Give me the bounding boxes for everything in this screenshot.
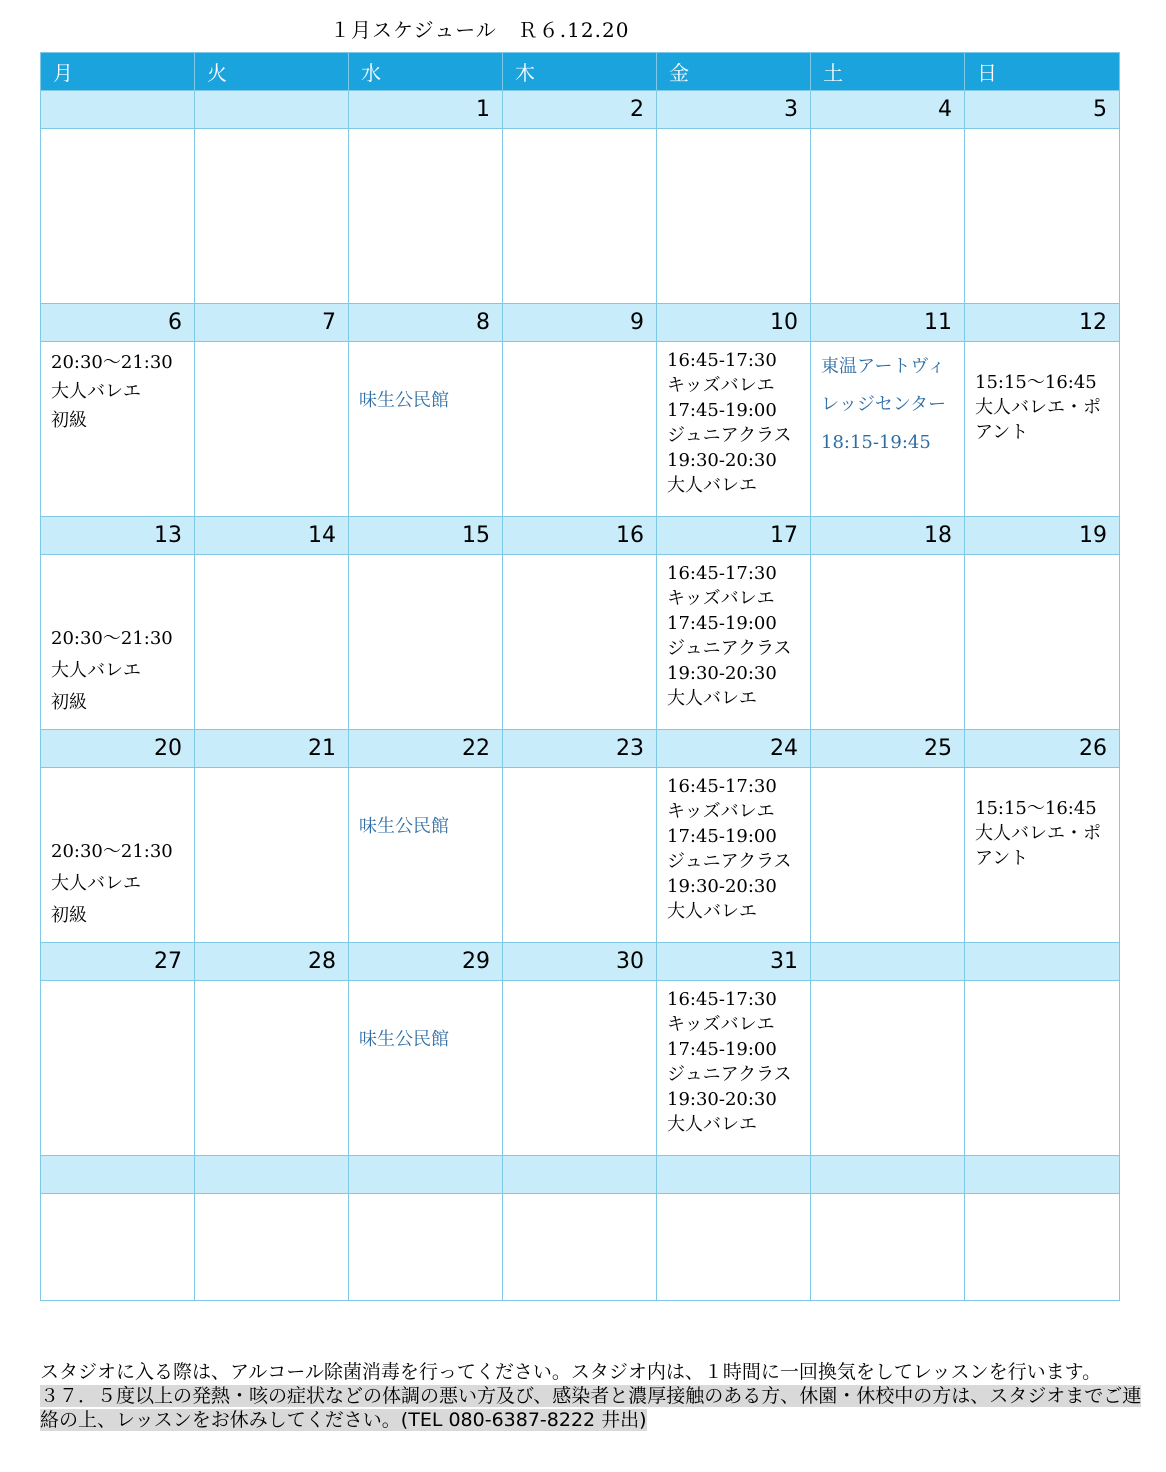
date-cell	[657, 1156, 811, 1194]
event-line: キッズバレエ	[667, 588, 775, 609]
event-line: アント	[975, 848, 1029, 869]
day-cell	[811, 1194, 965, 1301]
date-cell: 23	[503, 730, 657, 768]
day-cell	[657, 768, 811, 943]
day-cell	[195, 981, 349, 1156]
date-cell: 7	[195, 304, 349, 342]
date-cell: 20	[41, 730, 195, 768]
date-row	[41, 1156, 1120, 1194]
date-cell	[811, 1156, 965, 1194]
day-cell	[657, 342, 811, 517]
day-cell	[195, 342, 349, 517]
date-row	[41, 943, 1120, 981]
date-cell: 10	[657, 304, 811, 342]
day-cell	[503, 981, 657, 1156]
event-block	[667, 774, 792, 924]
event-line: 味生公民館	[359, 1029, 449, 1050]
event-block	[359, 808, 449, 846]
event-line: 20:30〜21:30	[51, 352, 173, 373]
day-cell	[503, 342, 657, 517]
calendar-table	[40, 52, 1120, 1301]
date-cell	[965, 1156, 1120, 1194]
date-cell	[41, 91, 195, 129]
date-cell: 21	[195, 730, 349, 768]
day-cell	[41, 1194, 195, 1301]
weekday-wed: 水	[349, 53, 503, 91]
date-cell: 14	[195, 517, 349, 555]
date-cell	[195, 91, 349, 129]
event-line: 15:15〜16:45	[975, 372, 1097, 393]
date-cell: 18	[811, 517, 965, 555]
event-line: ジュニアクラス	[667, 1064, 792, 1085]
event-line: 19:30-20:30	[667, 876, 777, 897]
day-cell	[965, 555, 1120, 730]
event-line: 19:30-20:30	[667, 663, 777, 684]
page-title: １月スケジュール Ｒ６.12.20	[330, 18, 630, 42]
date-cell: 12	[965, 304, 1120, 342]
event-block	[667, 348, 792, 498]
day-cell	[349, 555, 503, 730]
event-line: 17:45-19:00	[667, 826, 777, 847]
day-cell	[349, 1194, 503, 1301]
date-cell: 25	[811, 730, 965, 768]
date-cell: 9	[503, 304, 657, 342]
date-cell	[195, 1156, 349, 1194]
date-cell: 19	[965, 517, 1120, 555]
weekday-thu: 木	[503, 53, 657, 91]
date-cell: 15	[349, 517, 503, 555]
event-row	[41, 768, 1120, 943]
event-line: 大人バレエ	[667, 1114, 757, 1135]
date-row	[41, 91, 1120, 129]
event-line: 16:45-17:30	[667, 350, 777, 371]
event-line: キッズバレエ	[667, 1014, 775, 1035]
event-line: 大人バレエ	[51, 873, 141, 894]
weekday-tue: 火	[195, 53, 349, 91]
date-cell	[811, 943, 965, 981]
date-row	[41, 517, 1120, 555]
weekday-header-row	[41, 53, 1120, 91]
event-line: 初級	[51, 905, 87, 926]
event-line: 20:30〜21:30	[51, 841, 173, 862]
event-line: 大人バレエ	[667, 901, 757, 922]
day-cell	[41, 981, 195, 1156]
event-block	[51, 623, 173, 719]
day-cell	[965, 981, 1120, 1156]
date-cell: 2	[503, 91, 657, 129]
day-cell	[811, 768, 965, 943]
date-cell: 24	[657, 730, 811, 768]
event-line: 17:45-19:00	[667, 613, 777, 634]
event-line: 16:45-17:30	[667, 776, 777, 797]
date-cell: 31	[657, 943, 811, 981]
event-block	[51, 348, 173, 435]
weekday-sun: 日	[965, 53, 1120, 91]
date-row	[41, 730, 1120, 768]
date-cell	[503, 1156, 657, 1194]
day-cell	[503, 768, 657, 943]
event-block	[667, 561, 792, 711]
date-cell: 13	[41, 517, 195, 555]
date-cell: 6	[41, 304, 195, 342]
day-cell	[503, 555, 657, 730]
day-cell	[41, 768, 195, 943]
event-row	[41, 129, 1120, 304]
event-line: 15:15〜16:45	[975, 798, 1097, 819]
day-cell	[811, 342, 965, 517]
date-cell: 30	[503, 943, 657, 981]
date-cell: 16	[503, 517, 657, 555]
event-line: 大人バレエ・ポ	[975, 823, 1101, 844]
day-cell	[657, 129, 811, 304]
event-line: 味生公民館	[359, 390, 449, 411]
event-line: ジュニアクラス	[667, 638, 792, 659]
event-line: 初級	[51, 410, 87, 431]
day-cell	[195, 129, 349, 304]
notes-line-fever-text: ３７．５度以上の発熱・咳の症状などの体調の悪い方及び、感染者と濃厚接触のある方、休園・休校中の方は、スタジオまでご連絡の上、レッスンをお休みしてください。(TEL 080-6387-8222 井出)	[40, 1385, 1142, 1431]
event-block	[359, 1021, 449, 1059]
event-block	[975, 796, 1101, 871]
event-line: 大人バレエ	[51, 660, 141, 681]
notes-line-disinfect: スタジオに入る際は、アルコール除菌消毒を行ってください。スタジオ内は、１時間に一回換気をしてレッスンを行います。	[40, 1361, 1102, 1383]
event-line: ジュニアクラス	[667, 425, 792, 446]
event-line: 大人バレエ	[51, 381, 141, 402]
date-cell: 5	[965, 91, 1120, 129]
event-row	[41, 342, 1120, 517]
event-line: 大人バレエ	[667, 688, 757, 709]
notes-line-fever	[40, 1384, 1155, 1432]
event-row	[41, 981, 1120, 1156]
notes	[40, 1360, 1155, 1432]
day-cell	[195, 1194, 349, 1301]
event-block	[359, 382, 449, 420]
day-cell	[195, 555, 349, 730]
event-block	[821, 348, 946, 462]
event-line: 東温アートヴィ	[821, 356, 946, 377]
event-line: 大人バレエ・ポ	[975, 397, 1101, 418]
date-cell: 17	[657, 517, 811, 555]
day-cell	[965, 342, 1120, 517]
day-cell	[657, 1194, 811, 1301]
event-line: アント	[975, 422, 1029, 443]
event-line: 味生公民館	[359, 816, 449, 837]
event-line: 19:30-20:30	[667, 1089, 777, 1110]
date-cell	[349, 1156, 503, 1194]
day-cell	[41, 342, 195, 517]
day-cell	[657, 981, 811, 1156]
event-line: 20:30〜21:30	[51, 628, 173, 649]
day-cell	[349, 981, 503, 1156]
day-cell	[965, 768, 1120, 943]
date-cell	[41, 1156, 195, 1194]
date-cell: 22	[349, 730, 503, 768]
event-line: 初級	[51, 692, 87, 713]
day-cell	[349, 129, 503, 304]
weekday-fri: 金	[657, 53, 811, 91]
date-cell: 4	[811, 91, 965, 129]
date-cell: 8	[349, 304, 503, 342]
day-cell	[657, 555, 811, 730]
day-cell	[41, 129, 195, 304]
date-cell	[965, 943, 1120, 981]
date-cell: 29	[349, 943, 503, 981]
day-cell	[349, 342, 503, 517]
date-cell: 11	[811, 304, 965, 342]
event-line: 16:45-17:30	[667, 989, 777, 1010]
event-line: 17:45-19:00	[667, 1039, 777, 1060]
day-cell	[811, 129, 965, 304]
event-line: ジュニアクラス	[667, 851, 792, 872]
day-cell	[965, 129, 1120, 304]
date-cell: 1	[349, 91, 503, 129]
event-line: 18:15-19:45	[821, 432, 931, 453]
day-cell	[811, 981, 965, 1156]
event-line: キッズバレエ	[667, 801, 775, 822]
date-cell: 3	[657, 91, 811, 129]
event-line: レッジセンター	[821, 394, 947, 415]
event-block	[667, 987, 792, 1137]
day-cell	[349, 768, 503, 943]
event-block	[975, 370, 1101, 445]
date-cell: 26	[965, 730, 1120, 768]
day-cell	[965, 1194, 1120, 1301]
event-row	[41, 555, 1120, 730]
date-row	[41, 304, 1120, 342]
day-cell	[195, 768, 349, 943]
day-cell	[811, 555, 965, 730]
day-cell	[503, 129, 657, 304]
day-cell	[41, 555, 195, 730]
event-line: 16:45-17:30	[667, 563, 777, 584]
weekday-mon: 月	[41, 53, 195, 91]
event-row	[41, 1194, 1120, 1301]
weekday-sat: 土	[811, 53, 965, 91]
date-cell: 27	[41, 943, 195, 981]
event-line: 17:45-19:00	[667, 400, 777, 421]
event-line: 19:30-20:30	[667, 450, 777, 471]
event-line: キッズバレエ	[667, 375, 775, 396]
event-block	[51, 836, 173, 932]
event-line: 大人バレエ	[667, 475, 757, 496]
day-cell	[503, 1194, 657, 1301]
date-cell: 28	[195, 943, 349, 981]
